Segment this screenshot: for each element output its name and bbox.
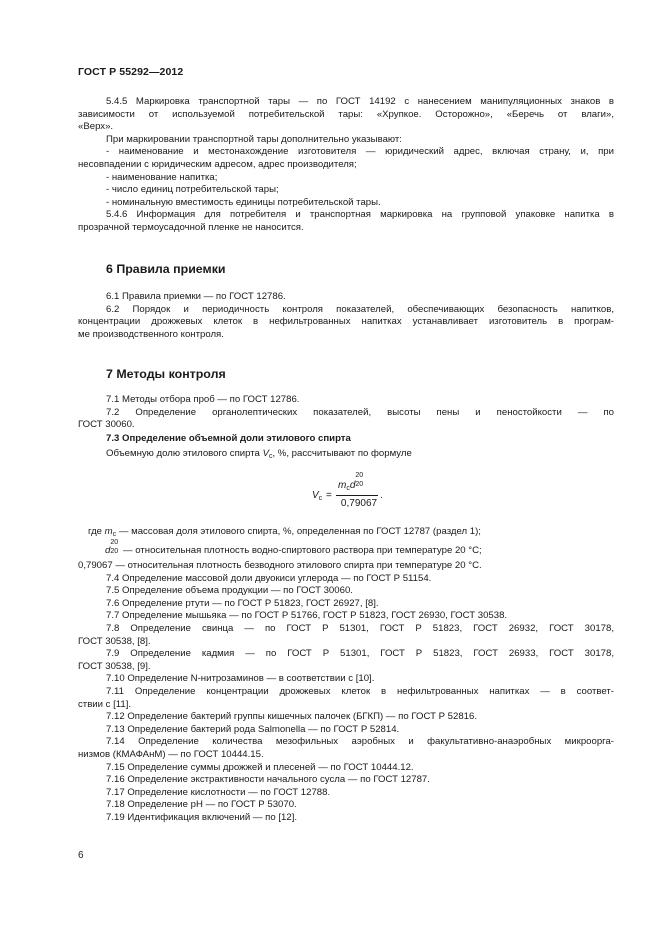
where-label: где [88, 526, 105, 537]
para-5-4-5-line3: «Верх». [78, 121, 114, 133]
list-item-capacity: - номинальную вместимость единицы потребительской тары. [106, 196, 381, 208]
list-item-drink-name: - наименование напитка; [106, 171, 218, 183]
where-d-sub: 20 [110, 548, 119, 555]
formula-num-d: d [349, 480, 356, 491]
para-7-14-line1: 7.14 Определение количества мезофильных аэробных и факультативно-анаэробных микроорга- [106, 736, 614, 748]
para-7-9-line1: 7.9 Определение кадмия — по ГОСТ Р 51301, ГОСТ Р 51823, ГОСТ 26933, ГОСТ 30178, [106, 648, 614, 660]
intro-text: Объемную долю этилового спирта [106, 448, 263, 460]
where-m-sub: c [112, 531, 117, 538]
para-7-12: 7.12 Определение бактерий группы кишечных палочек (БГКП) — по ГОСТ Р 52816. [106, 711, 478, 723]
section-7-intro [78, 394, 614, 464]
standard-designation: ГОСТ Р 55292—2012 [78, 66, 184, 78]
formula-lhs-var: V [312, 490, 319, 501]
para-6-2-line3: ме производственного контроля. [78, 328, 224, 340]
para-7-5: 7.5 Определение объема продукции — по ГОСТ 30060. [106, 585, 353, 597]
formula-num-d-scripts [355, 472, 365, 488]
list-item-manufacturer-line2: несовпадении с юридическим адресом, адрес производителя; [78, 158, 357, 170]
para-7-4: 7.4 Определение массовой доли двуокиси углерода — по ГОСТ Р 51154. [106, 572, 432, 584]
intro-text-end: , %, рассчитывают по формуле [272, 448, 412, 460]
subsection-7-3-heading: 7.3 Определение объемной доли этилового спирта [106, 432, 351, 444]
formula-fraction-bar [336, 495, 378, 496]
formula-num-m-sub: c [346, 485, 350, 492]
para-7-19: 7.19 Идентификация включений — по [12]. [106, 811, 298, 823]
para-7-1: 7.1 Методы отбора проб — по ГОСТ 12786. [106, 394, 300, 405]
para-7-11-line1: 7.11 Определение концентрации дрожжевых клеток в нефильтрованных напитках — в соответ- [106, 685, 614, 697]
para-7-2-line1: 7.2 Определение органолептических показателей, высоты пены и пеностойкости — по [106, 406, 614, 418]
para-7-11-line2: ствии с [11]. [78, 698, 132, 710]
para-5-4-6-line1: 5.4.6 Информация для потребителя и транспортная маркировка на групповой упаковке напитка в [106, 209, 614, 221]
var-vc: V [262, 448, 269, 460]
page-number: 6 [78, 850, 84, 861]
para-7-6: 7.6 Определение ртути — по ГОСТ Р 51823, ГОСТ 26927, [8]. [106, 597, 379, 609]
para-7-17: 7.17 Определение кислотности — по ГОСТ 12788. [106, 786, 331, 798]
para-7-8-line1: 7.8 Определение свинца — по ГОСТ Р 51301, ГОСТ Р 51823, ГОСТ 26932, ГОСТ 30178, [106, 622, 614, 634]
formula-equals: = [326, 490, 332, 501]
para-7-8-line2: ГОСТ 30538, [8]. [78, 635, 151, 647]
section-7-heading: 7 Методы контроля [106, 367, 226, 381]
section-6-text [78, 291, 614, 341]
para-6-1: 6.1 Правила приемки — по ГОСТ 12786. [106, 291, 286, 302]
para-7-2-line2: ГОСТ 30060. [78, 419, 135, 431]
formula-end: . [380, 490, 383, 501]
where-d-text: — относительная плотность водно-спиртового раствора при температуре 20 °С; [120, 545, 482, 556]
para-7-10: 7.10 Определение N-нитрозаминов — в соответствии с [10]. [106, 673, 375, 685]
para-6-2-line2: концентрации дрожжевых клеток в нефильтрованных напитках устанавливает изготовитель в програм- [78, 316, 614, 328]
formula-vc [312, 472, 432, 520]
list-item-unit-count: - число единиц потребительской тары; [106, 184, 279, 196]
formula-num-d-sup: 20 [355, 472, 364, 479]
formula-num-d-sub: 20 [355, 481, 364, 488]
para-7-18: 7.18 Определение pH — по ГОСТ Р 53070. [106, 799, 297, 811]
para-marking-intro: При маркировании транспортной тары дополнительно указывают: [106, 133, 402, 145]
para-7-16: 7.16 Определение экстрактивности начального сусла — по ГОСТ 12787. [106, 774, 430, 786]
where-m-var: m [104, 526, 113, 537]
section-7-methods [78, 560, 614, 824]
where-m-text: — массовая доля этилового спирта, %, определенная по ГОСТ 12787 (раздел 1); [116, 526, 481, 537]
where-d-scripts [110, 539, 120, 555]
para-7-7: 7.7 Определение мышьяка — по ГОСТ Р 51766, ГОСТ Р 51823, ГОСТ 26930, ГОСТ 30538. [106, 610, 508, 622]
section-6-heading: 6 Правила приемки [106, 262, 226, 276]
para-7-15: 7.15 Определение суммы дрожжей и плесеней — по ГОСТ 10444.12. [106, 761, 414, 773]
formula-numerator [338, 472, 404, 492]
formula-lhs [312, 490, 322, 502]
para-7-14-line2: низмов (КМАФАнМ) — по ГОСТ 10444.15. [78, 748, 264, 760]
formula-lhs-sub: c [318, 495, 323, 502]
where-d [105, 539, 641, 558]
para-6-2-line1: 6.2 Порядок и периодичность контроля показателей, обеспечивающих безопасность напитков, [106, 303, 614, 315]
para-5-4-5-line1: 5.4.5 Маркировка транспортной тары — по ГОСТ 14192 с нанесением манипуляционных знаков в [106, 96, 614, 107]
para-7-13: 7.13 Определение бактерий рода Salmonella — по ГОСТ Р 52814. [106, 723, 400, 735]
para-5-4-5-line2: зависимости от используемой потребительской тары: «Хрупкое. Осторожно», «Беречь от влаги», [78, 108, 614, 120]
list-item-manufacturer-line1: - наименование и местонахождение изготовителя — юридический адрес, включая страну, и, при [106, 146, 614, 158]
where-d-var: d [105, 545, 111, 556]
where-constant: 0,79067 — относительная плотность безводного этилового спирта при температуре 20 °С. [78, 560, 482, 571]
formula-num-m: m [338, 480, 347, 491]
para-5-4-6-line2: прозрачной термоусадочной пленке не наносится. [78, 221, 304, 233]
section-5-text [78, 96, 614, 235]
where-m [88, 526, 624, 542]
para-7-9-line2: ГОСТ 30538, [9]. [78, 660, 151, 672]
var-vc-sub: c [268, 453, 273, 461]
formula-denominator: 0,79067 [340, 498, 378, 509]
where-d-sup: 20 [110, 539, 119, 546]
para-7-3-intro [78, 448, 614, 464]
